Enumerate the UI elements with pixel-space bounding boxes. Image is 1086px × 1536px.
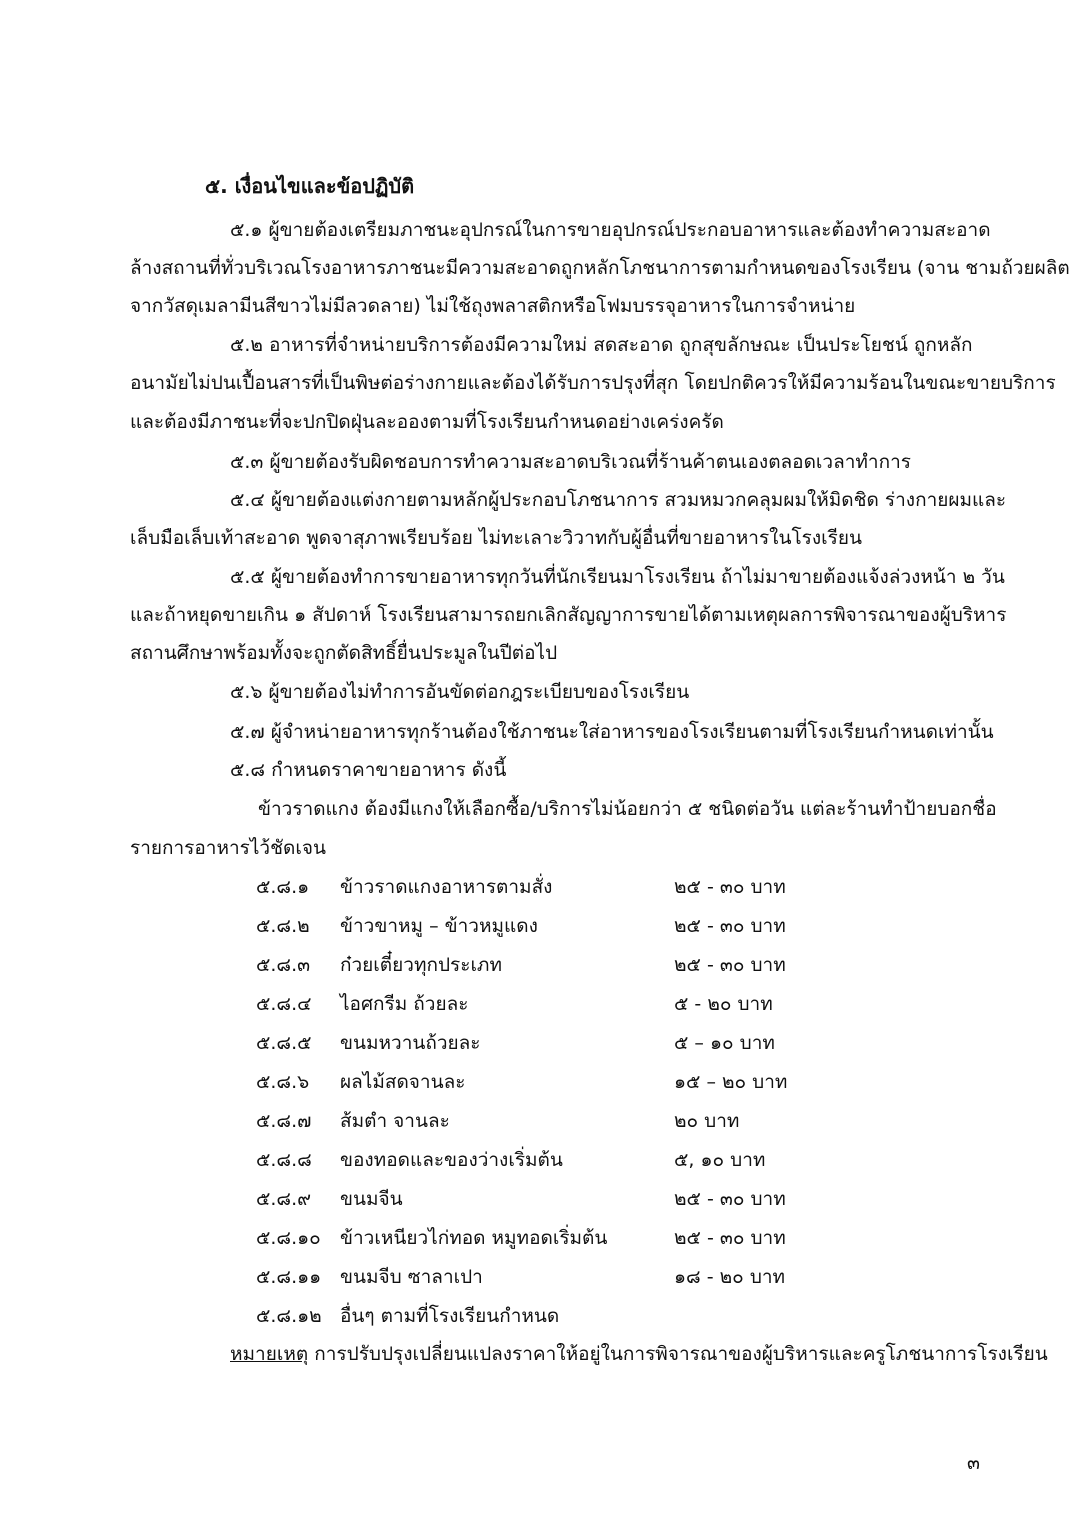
clause-5-3: ๕.๓ ผู้ขายต้องรับผิดชอบการทำความสะอาดบริเวณที่ร้านค้าตนเองตลอดเวลาทำการ: [230, 451, 911, 473]
clause-5-8-intro-line-1: ข้าวราดแกง ต้องมีแกงให้เลือกซื้อ/บริการไม่น้อยกว่า ๕ ชนิดต่อวัน แต่ละร้านทำป้ายบอกชื่อ: [258, 798, 997, 820]
price-list-num: ๕.๘.๓: [256, 954, 311, 976]
price-list-row: [256, 1187, 856, 1211]
price-list-name: อื่นๆ ตามที่โรงเรียนกำหนด: [340, 1305, 560, 1327]
price-list-num: ๕.๘.๑๒: [256, 1305, 322, 1327]
price-list-name: ของทอดและของว่างเริ่มต้น: [340, 1149, 563, 1171]
price-list-name: ข้าวขาหมู – ข้าวหมูแดง: [340, 915, 538, 937]
price-list-price: ๒๕ - ๓๐ บาท: [674, 876, 786, 898]
price-list-num: ๕.๘.๘: [256, 1149, 312, 1171]
clause-5-2-line-2: อนามัยไม่ปนเปื้อนสารที่เป็นพิษต่อร่างกายและต้องได้รับการปรุงที่สุก โดยปกติควรให้มีความร้อนในขณะขายบริการ: [130, 372, 1056, 394]
price-list-price: ๒๕ - ๓๐ บาท: [674, 954, 786, 976]
note-label: หมายเหตุ: [230, 1343, 309, 1365]
price-list-price: ๒๕ - ๓๐ บาท: [674, 1227, 786, 1249]
section-heading: ๕. เงื่อนไขและข้อปฏิบัติ: [205, 174, 415, 198]
price-list-num: ๕.๘.๕: [256, 1032, 312, 1054]
price-list-num: ๕.๘.๑: [256, 876, 310, 898]
price-list-name: ไอศกรีม ถ้วยละ: [340, 993, 469, 1015]
price-list-price: ๒๕ - ๓๐ บาท: [674, 1188, 786, 1210]
price-list-row: [256, 1031, 856, 1055]
clause-5-4-line-1: ๕.๔ ผู้ขายต้องแต่งกายตามหลักผู้ประกอบโภชนาการ สวมหมวกคลุมผมให้มิดชิด ร่างกายผมและ: [230, 489, 1007, 511]
price-list-num: ๕.๘.๙: [256, 1188, 312, 1210]
price-list-num: ๕.๘.๒: [256, 915, 310, 937]
price-list-price: ๒๕ - ๓๐ บาท: [674, 915, 786, 937]
price-list-num: ๕.๘.๖: [256, 1071, 310, 1093]
clause-5-4-line-2: เล็บมือเล็บเท้าสะอาด พูดจาสุภาพเรียบร้อย ไม่ทะเลาะวิวาทกับผู้อื่นที่ขายอาหารในโรงเรียน: [130, 527, 862, 549]
price-list-num: ๕.๘.๑๑: [256, 1266, 322, 1288]
price-list-name: ขนมจีบ ซาลาเปา: [340, 1266, 483, 1288]
price-list-row: [256, 1109, 856, 1133]
price-list-row: [256, 953, 856, 977]
price-list-row: [256, 875, 856, 899]
price-list-row: [256, 992, 856, 1016]
note: [230, 1342, 1048, 1366]
price-list-row: [256, 914, 856, 938]
price-list-name: ขนมหวานถ้วยละ: [340, 1032, 481, 1054]
price-list-price: ๑๘ - ๒๐ บาท: [674, 1266, 786, 1288]
price-list-name: ขนมจีน: [340, 1188, 403, 1210]
note-text: การปรับปรุงเปลี่ยนแปลงราคาให้อยู่ในการพิจารณาของผู้บริหารและครูโภชนาการโรงเรียน: [308, 1343, 1048, 1365]
clause-5-2-line-1: ๕.๒ อาหารที่จำหน่ายบริการต้องมีความใหม่ สดสะอาด ถูกสุขลักษณะ เป็นประโยชน์ ถูกหลัก: [230, 334, 973, 356]
clause-5-1-line-2: ล้างสถานที่ทั่วบริเวณโรงอาหารภาชนะมีความสะอาดถูกหลักโภชนาการตามกำหนดของโรงเรียน (จาน ชามถ้วยผลิต: [130, 257, 1070, 279]
price-list-row: [256, 1148, 856, 1172]
price-list-price: ๒๐ บาท: [674, 1110, 740, 1132]
price-list-row: [256, 1304, 856, 1328]
price-list-name: ข้าวราดแกงอาหารตามสั่ง: [340, 876, 553, 898]
price-list-row: [256, 1265, 856, 1289]
price-list-name: ส้มตำ จานละ: [340, 1110, 450, 1132]
clause-5-5-line-1: ๕.๕ ผู้ขายต้องทำการขายอาหารทุกวันที่นักเรียนมาโรงเรียน ถ้าไม่มาขายต้องแจ้งล่วงหน้า ๒ วัน: [230, 566, 1005, 588]
price-list-num: ๕.๘.๑๐: [256, 1227, 321, 1249]
clause-5-2-line-3: และต้องมีภาชนะที่จะปกปิดฝุ่นละอองตามที่โรงเรียนกำหนดอย่างเคร่งครัด: [130, 411, 724, 433]
clause-5-7: ๕.๗ ผู้จำหน่ายอาหารทุกร้านต้องใช้ภาชนะใส่อาหารของโรงเรียนตามที่โรงเรียนกำหนดเท่านั้น: [230, 721, 994, 743]
clause-5-5-line-2: และถ้าหยุดขายเกิน ๑ สัปดาห์ โรงเรียนสามารถยกเลิกสัญญาการขายได้ตามเหตุผลการพิจารณาของผู้บริหาร: [130, 604, 1007, 626]
price-list-num: ๕.๘.๔: [256, 993, 312, 1015]
price-list-name: ผลไม้สดจานละ: [340, 1071, 466, 1093]
price-list-row: [256, 1226, 856, 1250]
price-list-price: ๕ - ๒๐ บาท: [674, 993, 773, 1015]
clause-5-5-line-3: สถานศึกษาพร้อมทั้งจะถูกตัดสิทธิ์ยื่นประมูลในปีต่อไป: [130, 642, 558, 664]
price-list-name: ก๋วยเตี๋ยวทุกประเภท: [340, 954, 502, 976]
price-list-row: [256, 1070, 856, 1094]
price-list-name: ข้าวเหนียวไก่ทอด หมูทอดเริ่มต้น: [340, 1227, 608, 1249]
clause-5-1-line-1: ๕.๑ ผู้ขายต้องเตรียมภาชนะอุปกรณ์ในการขายอุปกรณ์ประกอบอาหารและต้องทำความสะอาด: [230, 219, 991, 241]
clause-5-8: ๕.๘ กำหนดราคาขายอาหาร ดังนี้: [230, 759, 507, 781]
price-list-price: ๕ – ๑๐ บาท: [674, 1032, 775, 1054]
clause-5-1-line-3: จากวัสดุเมลามีนสีขาวไม่มีลวดลาย) ไม่ใช้ถุงพลาสติกหรือโฟมบรรจุอาหารในการจำหน่าย: [130, 295, 856, 317]
price-list-num: ๕.๘.๗: [256, 1110, 312, 1132]
clause-5-6: ๕.๖ ผู้ขายต้องไม่ทำการอันขัดต่อกฎระเบียบของโรงเรียน: [230, 681, 690, 703]
clause-5-8-intro-line-2: รายการอาหารไว้ชัดเจน: [130, 837, 326, 859]
price-list-price: ๕, ๑๐ บาท: [674, 1149, 766, 1171]
page-number: ๓: [967, 1452, 980, 1474]
price-list-price: ๑๕ – ๒๐ บาท: [674, 1071, 788, 1093]
